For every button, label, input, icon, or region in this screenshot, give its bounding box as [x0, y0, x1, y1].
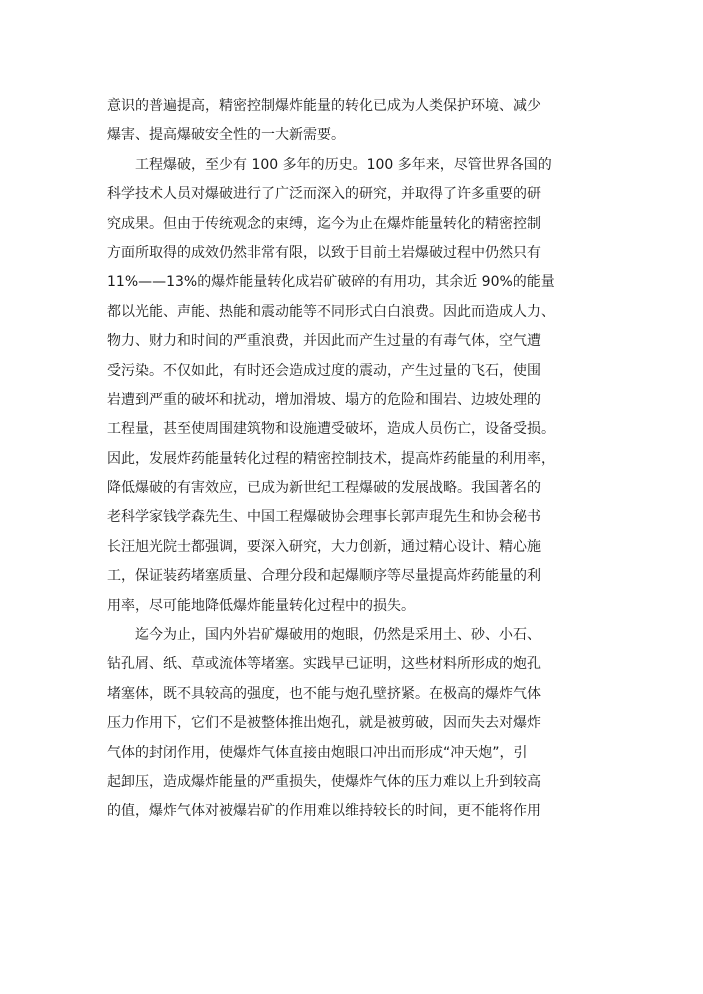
text-line: 压力作用下，它们不是被整体推出炮孔，就是被剪破，因而失去对爆炸 [107, 715, 541, 732]
paragraph-start-line: 工程爆破，至少有 100 多年的历史。100 多年来，尽管世界各国的 [135, 156, 552, 173]
text-line: 堵塞体，既不具较高的强度，也不能与炮孔壁挤紧。在极高的爆炸气体 [107, 685, 541, 702]
text-line: 因此，发展炸药能量转化过程的精密控制技术，提高炸药能量的利用率， [107, 450, 555, 467]
text-line: 用率，尽可能地降低爆炸能量转化过程中的损失。 [107, 597, 415, 614]
text-line: 受污染。不仅如此，有时还会造成过度的震动，产生过量的飞石，使围 [107, 362, 541, 379]
text-line: 老科学家钱学森先生、中国工程爆破协会理事长郭声琨先生和协会秘书 [107, 509, 541, 526]
text-line: 岩遭到严重的破坏和扰动，增加滑坡、塌方的危险和围岩、边坡处理的 [107, 391, 541, 408]
text-line: 工程量，甚至使周围建筑物和设施遭受破坏，造成人员伤亡，设备受损。 [107, 421, 555, 438]
text-line: 降低爆破的有害效应，已成为新世纪工程爆破的发展战略。我国著名的 [107, 480, 541, 497]
text-line: 气体的封闭作用，使爆炸气体直接由炮眼口冲出而形成“冲天炮”，引 [107, 744, 528, 761]
paragraph-start-line: 迄今为止，国内外岩矿爆破用的炮眼，仍然是采用土、砂、小石、 [135, 627, 541, 644]
text-line: 11%——13%的爆炸能量转化成岩矿破碎的有用功，其余近 90%的能量 [107, 274, 555, 291]
text-line: 起卸压，造成爆炸能量的严重损失，使爆炸气体的压力难以上升到较高 [107, 773, 541, 790]
text-line: 钻孔屑、纸、草或流体等堵塞。实践早已证明，这些材料所形成的炮孔 [107, 656, 541, 673]
text-line: 爆害、提高爆破安全性的一大新需要。 [107, 127, 345, 144]
text-line: 物力、财力和时间的严重浪费，并因此而产生过量的有毒气体，空气遭 [107, 333, 541, 350]
text-line: 的值，爆炸气体对被爆岩矿的作用难以维持较长的时间，更不能将作用 [107, 803, 541, 820]
body-text [107, 92, 607, 827]
text-line: 长汪旭光院士都强调，要深入研究，大力创新，通过精心设计、精心施 [107, 538, 541, 555]
text-line: 究成果。但由于传统观念的束缚，迄今为止在爆炸能量转化的精密控制 [107, 215, 541, 232]
text-line: 工，保证装药堵塞质量、合理分段和起爆顺序等尽量提高炸药能量的利 [107, 568, 541, 585]
text-line: 意识的普遍提高，精密控制爆炸能量的转化已成为人类保护环境、减少 [107, 98, 541, 114]
text-line: 都以光能、声能、热能和震动能等不同形式白白浪费。因此而造成人力、 [107, 303, 555, 320]
text-line: 科学技术人员对爆破进行了广泛而深入的研究，并取得了许多重要的研 [107, 186, 541, 203]
text-line: 方面所取得的成效仍然非常有限，以致于目前土岩爆破过程中仍然只有 [107, 244, 541, 261]
